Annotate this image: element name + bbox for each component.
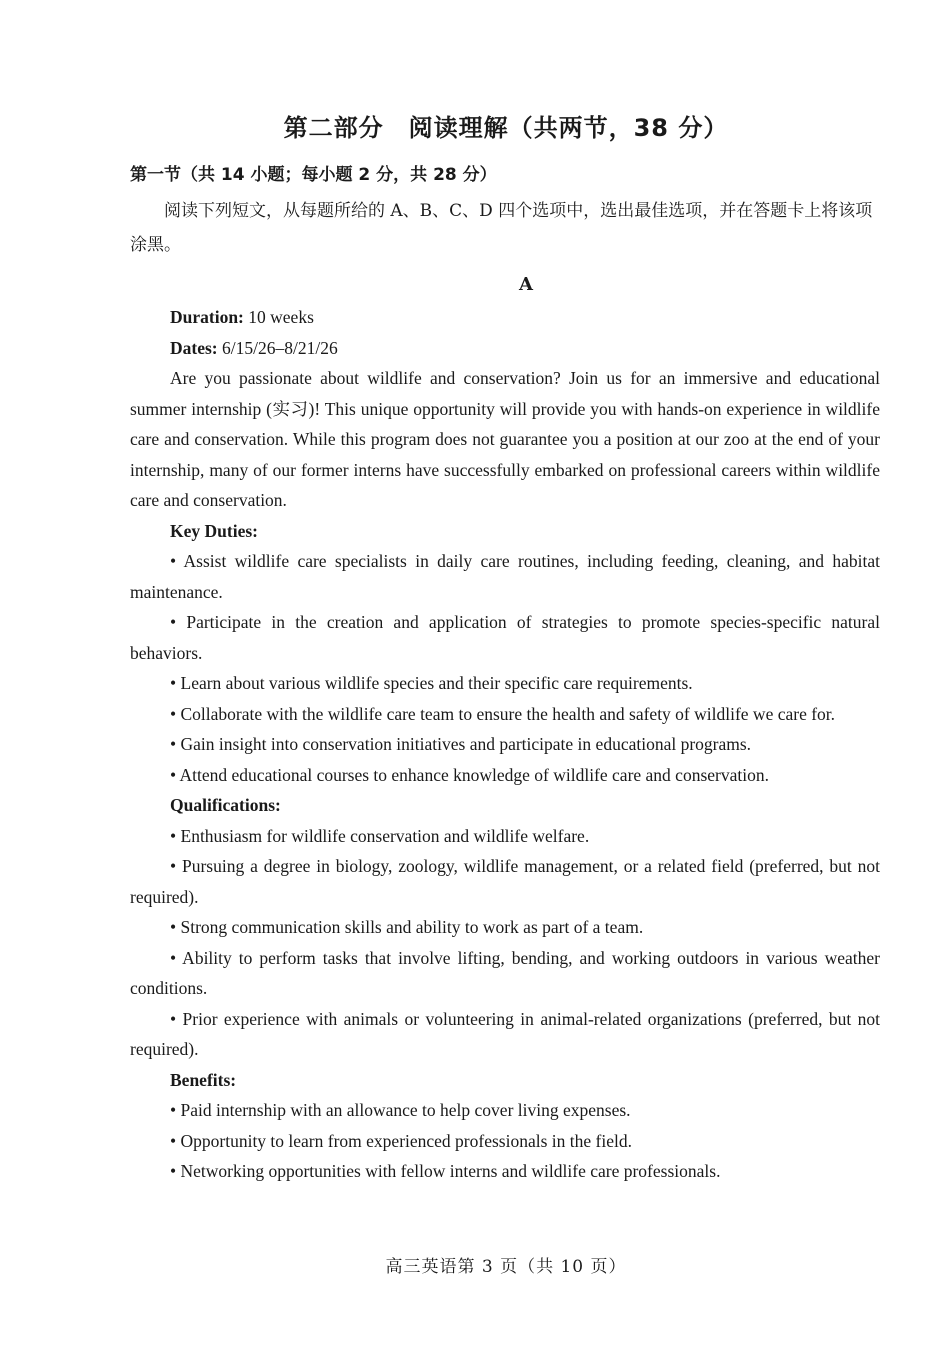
passage-a xyxy=(130,302,880,1187)
list-item: • Networking opportunities with fellow interns and wildlife care professionals. xyxy=(170,1161,721,1181)
key-duties-heading: Key Duties: xyxy=(170,520,258,541)
benefits-heading: Benefits: xyxy=(170,1069,237,1090)
instructions: 阅读下列短文，从每题所给的 A、B、C、D 四个选项中，选出最佳选项，并在答题卡上将该项涂黑。 xyxy=(130,201,873,255)
list-item: • Attend educational courses to enhance knowledge of wildlife care and conservation. xyxy=(170,764,769,785)
list-item: • Strong communication skills and ability to work as part of a team. xyxy=(170,917,644,937)
list-item: • Prior experience with animals or volunteering in animal-related organizations (preferred, but not required). xyxy=(130,1008,880,1059)
list-item: • Gain insight into conservation initiatives and participate in educational programs. xyxy=(170,734,752,754)
list-item: • Ability to perform tasks that involve lifting, bending, and working outdoors in various weather conditions. xyxy=(130,947,880,998)
list-item: • Assist wildlife care specialists in daily care routines, including feeding, cleaning, and habitat maintenance. xyxy=(130,551,880,602)
list-item: • Pursuing a degree in biology, zoology, wildlife management, or a related field (preferred, but not required). xyxy=(130,856,880,907)
duration-line xyxy=(130,302,880,333)
list-item: • Learn about various wildlife species and their specific care requirements. xyxy=(170,673,693,693)
list-item: • Participate in the creation and application of strategies to promote species-specific natural behaviors. xyxy=(130,612,880,663)
intro-paragraph: Are you passionate about wildlife and conservation? Join us for an immersive and educational summer internship (实习)! This unique opportunity will provide you with hands-on experience in wildlife care and conservation. While this program does not guarantee you a position at our zoo at the end of your internship, many of our former interns have successfully embarked on professional careers within wildlife care and conservation. xyxy=(130,368,880,510)
duration-label: Duration: xyxy=(170,307,244,327)
list-item: • Collaborate with the wildlife care team to ensure the health and safety of wildlife we care for. xyxy=(170,703,836,724)
page-footer: 高三英语第 3 页（共 10 页） xyxy=(385,1257,627,1277)
dates-line xyxy=(130,333,880,364)
section-title: 第一节（共 14 小题；每小题 2 分，共 28 分） xyxy=(130,165,497,185)
list-item: • Enthusiasm for wildlife conservation and wildlife welfare. xyxy=(170,825,590,846)
duration-value: 10 weeks xyxy=(243,307,314,327)
dates-label: Dates: xyxy=(170,337,218,358)
passage-letter: A xyxy=(519,274,533,295)
list-item: • Paid internship with an allowance to help cover living expenses. xyxy=(170,1100,631,1120)
qualifications-heading: Qualifications: xyxy=(170,795,281,815)
part-title: 第二部分 阅读理解（共两节，38 分） xyxy=(283,114,729,142)
list-item: • Opportunity to learn from experienced professionals in the field. xyxy=(170,1130,632,1151)
dates-value: 6/15/26–8/21/26 xyxy=(217,337,338,358)
